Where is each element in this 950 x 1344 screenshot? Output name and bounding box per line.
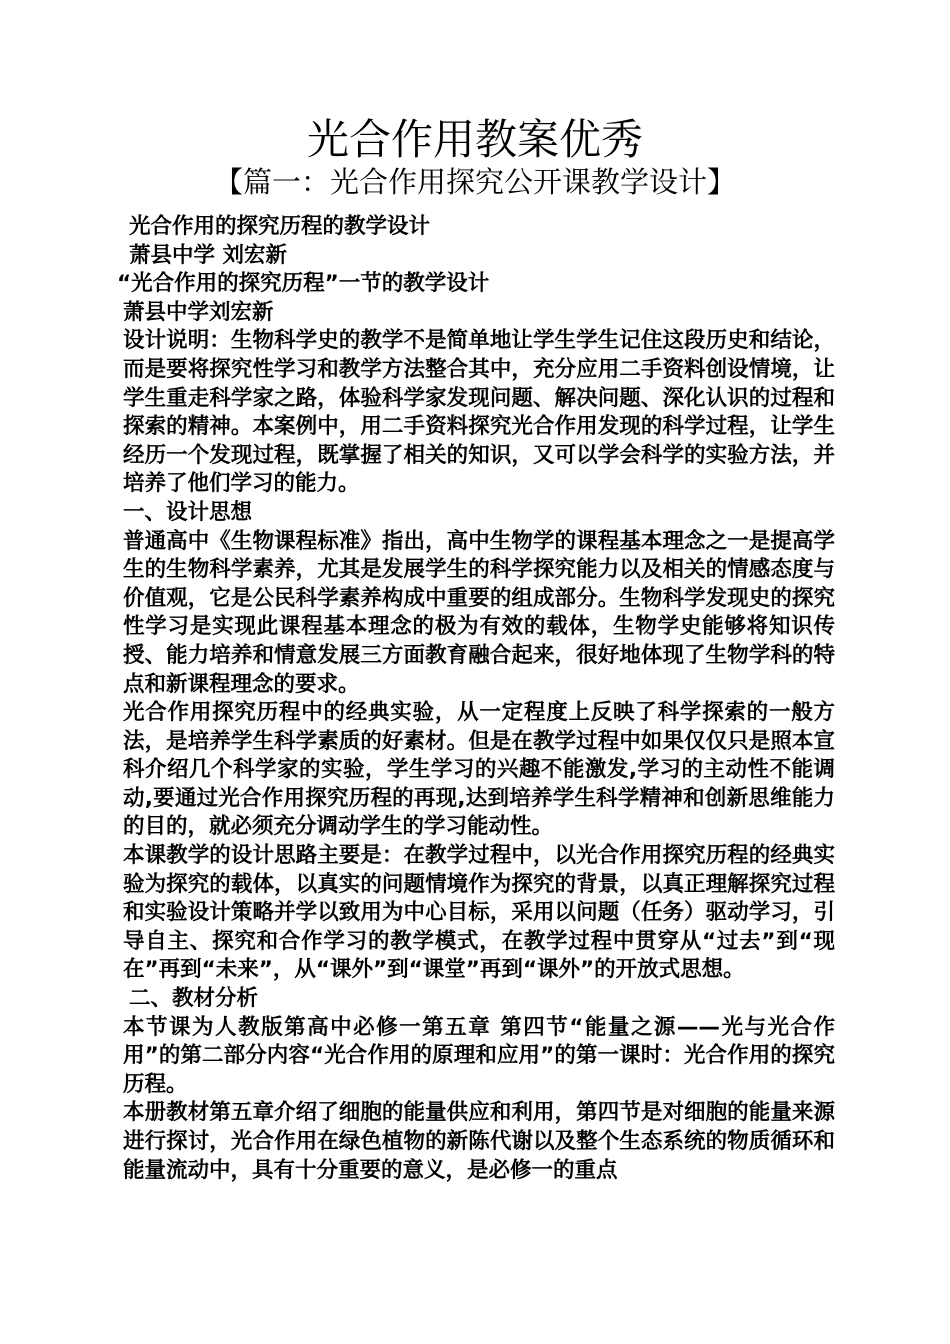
heading-section-design: “光合作用的探究历程”一节的教学设计 <box>117 271 490 297</box>
paragraph: 本节课为人教版第高中必修一第五章 第四节“能量之源——光与光合作用”的第二部分内容“光合作用的原理和应用”的第一课时：光合作用的探究历程。 <box>123 1014 835 1097</box>
paragraph: 普通高中《生物课程标准》指出，高中生物学的课程基本理念之一是提高学生的生物科学素养，尤其是发展学生的科学探究能力以及相关的情感态度与价值观，它是公民科学素养构成中重要的组成部分。生物科学发现史的探究性学习是实现此课程基本理念的极为有效的载体，生物学史能够将知识传授、能力培养和情意发展三方面教育融合起来，很好地体现了生物学科的特点和新课程理念的要求。 <box>123 528 835 697</box>
paragraph: 本课教学的设计思路主要是：在教学过程中，以光合作用探究历程的经典实验为探究的载体，以真实的问题情境作为探究的背景，以真正理解探究过程和实验设计策略并学以致用为中心目标，采用以问题（任务）驱动学习，引导自主、探究和合作学习的教学模式，在教学过程中贯穿从“过去”到“现在”再到“未来”，从“课外”到“课堂”再到“课外”的开放式思想。 <box>123 843 835 983</box>
document-subtitle: 【篇一：光合作用探究公开课教学设计】 <box>213 165 736 199</box>
section-heading-2: 二、教材分析 <box>129 986 259 1012</box>
document-title: 光合作用教案优秀 <box>306 115 643 164</box>
paragraph: 本册教材第五章介绍了细胞的能量供应和利用，第四节是对细胞的能量来源进行探讨，光合作用在绿色植物的新陈代谢以及整个生态系统的物质循环和能量流动中，具有十分重要的意义，是必修一的重点 <box>123 1100 835 1183</box>
document-body <box>117 213 835 1185</box>
paragraph-design-notes: 设计说明：生物科学史的教学不是简单地让学生学生记住这段历史和结论，而是要将探究性学习和教学方法整合其中，充分应用二手资料创设情境，让学生重走科学家之路，体验科学家发现问题、解决问题、深化认识的过程和探索的精神。本案例中，用二手资料探究光合作用发现的科学过程，让学生经历一个发现过程，既掌握了相关的知识，又可以学会科学的实验方法，并培养了他们学习的能力。 <box>123 328 835 497</box>
author-line: 萧县中学 刘宏新 <box>129 242 287 268</box>
paragraph: 光合作用探究历程中的经典实验，从一定程度上反映了科学探索的一般方法，是培养学生科学素质的好素材。但是在教学过程中如果仅仅只是照本宣科介绍几个科学家的实验，学生学习的兴趣不能激发,学习的主动性不能调动,要通过光合作用探究历程的再现,达到培养学生科学精神和创新思维能力的目的，就必须充分调动学生的学习能动性。 <box>123 700 835 840</box>
heading-lesson-design: 光合作用的探究历程的教学设计 <box>129 214 431 239</box>
section-heading-1: 一、设计思想 <box>123 499 253 525</box>
author-line-2: 萧县中学刘宏新 <box>123 299 274 325</box>
